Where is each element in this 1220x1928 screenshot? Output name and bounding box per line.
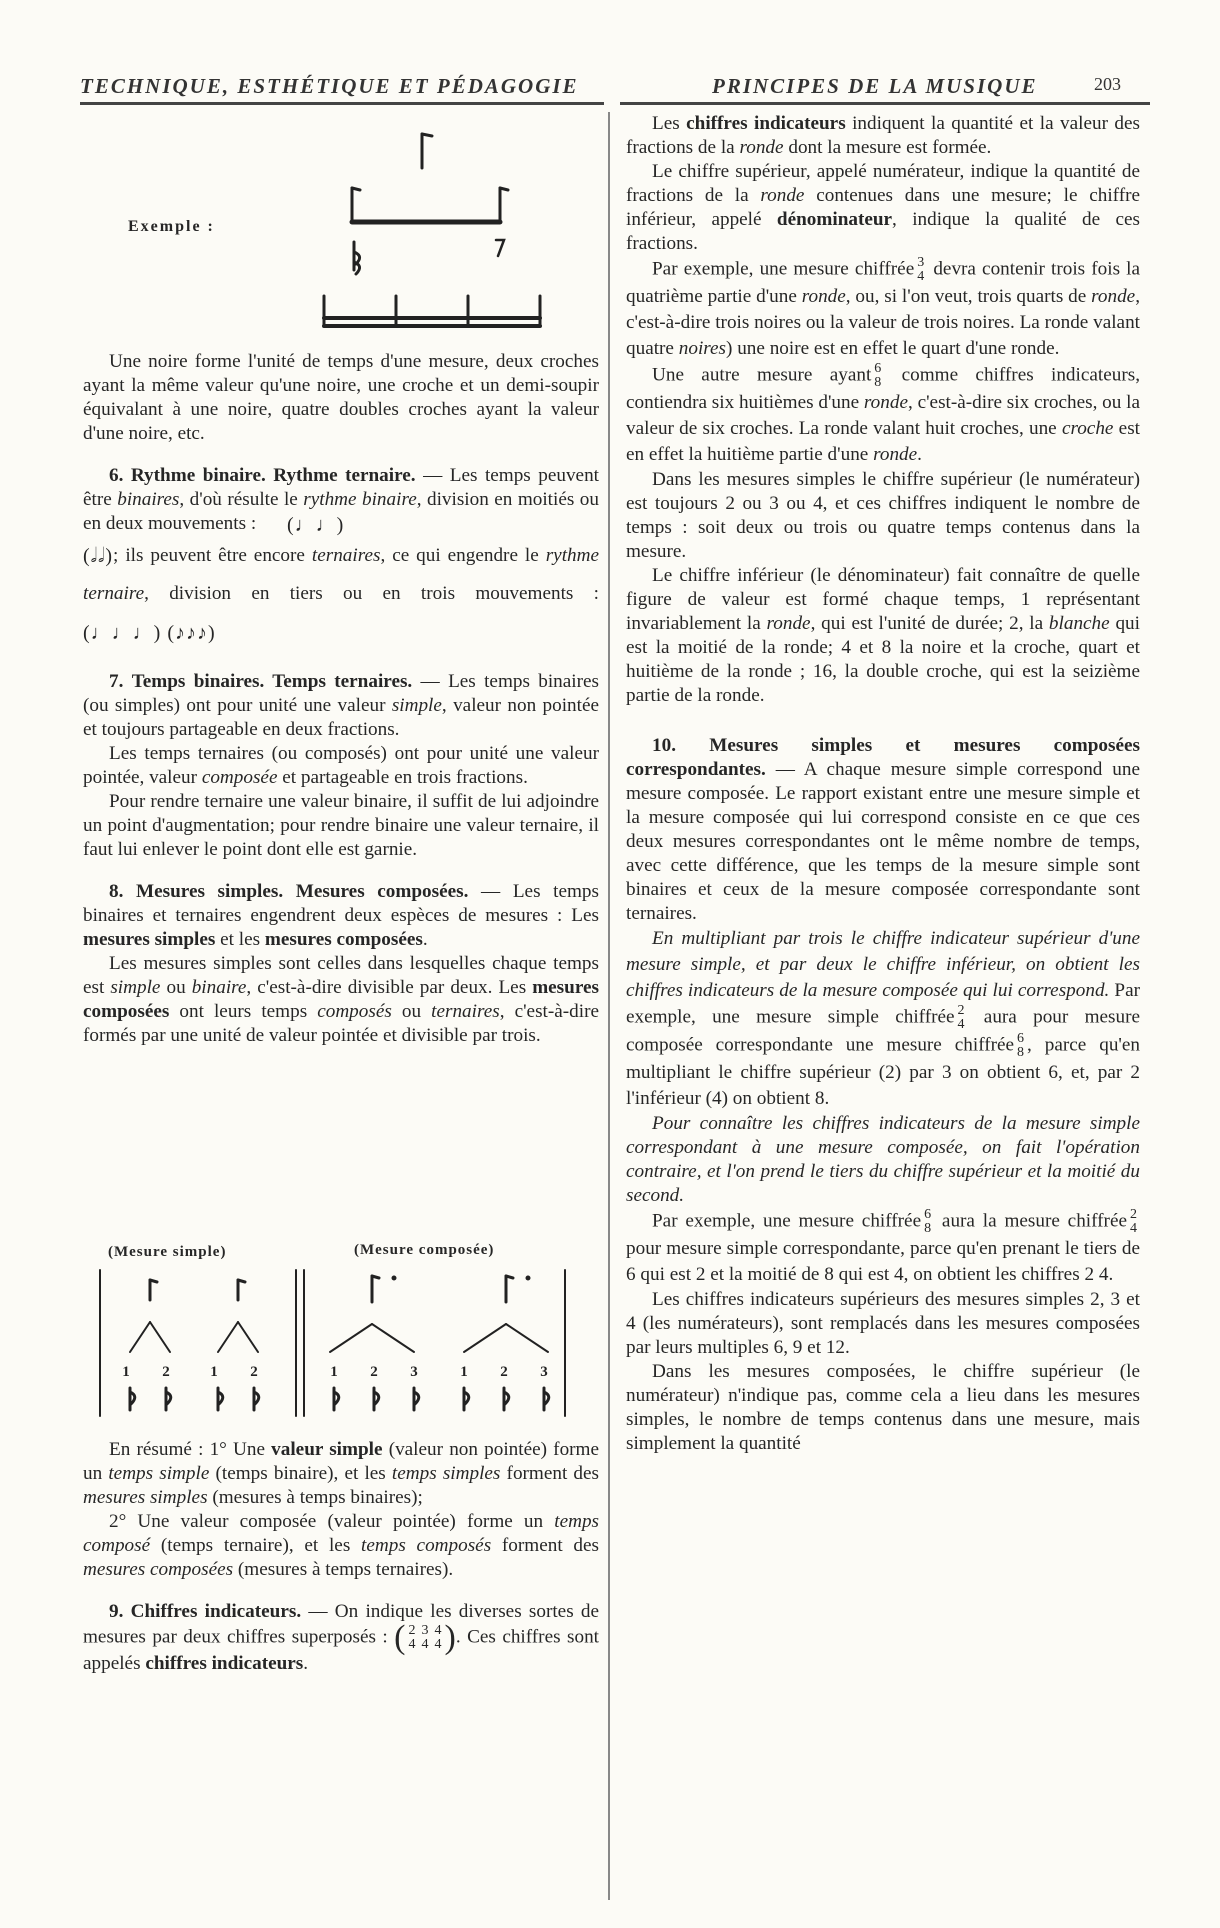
figure-label-compose: (Mesure composée) <box>354 1242 495 1258</box>
fraction: 2 4 <box>408 1623 416 1652</box>
meter-comparison-figure <box>100 1270 565 1416</box>
paragraph: Les temps ternaires (ou composés) ont pour unité une valeur pointée, valeur composée et partageable en trois fractions. <box>83 742 599 788</box>
fraction: 6 8 <box>924 1207 932 1236</box>
beat-number: 3 <box>540 1364 548 1380</box>
section-title: Chiffres indicateurs. <box>130 1601 302 1622</box>
paragraph: Une autre mesure ayant 6 8 comme chiffres indicateurs, contiendra six huitièmes d'une ronde, c'est-à-dire six croches, ou la valeur de six croches. La ronde valant huit croches, une croche est en effet la huitième partie d'une ronde. <box>626 361 1140 465</box>
beat-number: 3 <box>410 1364 418 1380</box>
fraction: 6 8 <box>874 361 882 390</box>
beat-numbers <box>122 1364 548 1380</box>
figure-label-simple: (Mesure simple) <box>108 1244 227 1260</box>
two-eighth-notes-symbol <box>352 188 508 222</box>
summary-2: 2° Une valeur composée (valeur pointée) forme un temps composé (temps ternaire), et les temps composés forment des mesures composées (mesures à temps ternaires). <box>83 1511 599 1580</box>
paragraph: Une noire forme l'unité de temps d'une mesure, deux croches ayant la même valeur qu'une noire, une croche et un demi-soupir équivalant à une noire, quatre doubles croches ayant la valeur d'une noire, etc. <box>83 351 599 444</box>
section-title: Rythme binaire. Rythme ternaire. <box>130 465 416 486</box>
running-header-right: PRINCIPES DE LA MUSIQUE <box>712 74 1038 98</box>
paragraph: Le chiffre inférieur (le dénominateur) fait connaître de quelle figure de valeur est formé chaque temps, 1 représentant invariablement la ronde, qui est l'unité de durée; 2, la blanche qui est la moitié de la ronde; 4 et 8 la noire et la croche, quart et huitième de la ronde ; 16, la double croche, qui est la seizième partie de la ronde. <box>626 565 1140 706</box>
ternary-rhythm-notes-icon: (♩♩♩) (♪♪♪) <box>83 621 216 644</box>
half-notes-icon: (𝅗𝅥𝅗𝅥) <box>83 545 114 568</box>
paragraph: Par exemple, une mesure chiffrée 3 4 devra contenir trois fois la quatrième partie d'une ronde, ou, si l'on veut, trois quarts de ronde, c'est-à-dire trois noires ou la valeur de trois noires. La ronde valant quatre noires) une noire est en effet le quart d'une ronde. <box>626 255 1140 359</box>
running-header-left: TECHNIQUE, ESTHÉTIQUE ET PÉDAGOGIE <box>80 74 579 98</box>
page-number: 203 <box>1094 74 1121 94</box>
quarter-note-symbol <box>422 134 432 168</box>
paragraph: En multipliant par trois le chiffre indicateur supérieur d'une mesure simple, et par deux le chiffre inférieur, on obtient les chiffres indicateurs de la mesure composée qui lui correspond. Par exemple, une mesure simple chiffrée 2 4 aura pour mesure composée correspondante une mesure chiffrée 6 8 , parce qu'en multipliant le chiffre supérieur (2) par 3 on obtient 6, et, par 2 l'inférieur (4) on obtient 8. <box>626 928 1140 1109</box>
right-column <box>626 112 1140 1456</box>
section-title: Mesures simples. Mesures composées. <box>136 880 469 902</box>
beat-number: 2 <box>250 1364 258 1380</box>
section-9: 9. Chiffres indicateurs. — On indique les diverses sortes de mesures par deux chiffres superposés : ( 2 4 3 4 4 4 ). Ces chiffres sont appelés chiffres indicateurs. <box>83 1601 599 1674</box>
beat-number: 1 <box>460 1364 468 1380</box>
paragraph: Les chiffres indicateurs supérieurs des mesures simples 2, 3 et 4 (les numérateurs), sont remplacés dans les mesures composées par leurs multiples 6, 9 et 12. <box>626 1289 1140 1358</box>
fraction: 3 4 <box>421 1623 429 1652</box>
paragraph: Dans les mesures composées, le chiffre supérieur (le numérateur) n'indique pas, comme cela a lieu dans les mesures simples, le nombre de temps contenus dans une mesure, mais simplement la quantité <box>626 1361 1140 1454</box>
paragraph: Par exemple, une mesure chiffrée 6 8 aura la mesure chiffrée 2 4 pour mesure simple correspondante, parce qu'en prenant le tiers de 6 qui est 2 et la moitié de 8 qui est 4, on obtient les chiffres 2 4. <box>626 1207 1140 1285</box>
beat-number: 1 <box>122 1364 130 1380</box>
left-column-lower <box>83 1438 599 1676</box>
beat-number: 2 <box>162 1364 170 1380</box>
paragraph: Pour connaître les chiffres indicateurs de la mesure simple correspondant à une mesure composée, on fait l'opération contraire, et l'on prend le tiers du chiffre supérieur et la moitié du second. <box>626 1113 1140 1206</box>
section-title: Mesures simples et mesures composées correspondantes. <box>626 735 1140 780</box>
beat-number: 2 <box>370 1364 378 1380</box>
beat-number: 1 <box>210 1364 218 1380</box>
section-7: 7. Temps binaires. Temps ternaires. — Les temps binaires (ou simples) ont pour unité une valeur simple, valeur non pointée et toujours partageable en deux fractions. <box>83 670 599 740</box>
paragraph: Les mesures simples sont celles dans lesquelles chaque temps est simple ou binaire, c'est-à-dire divisible par deux. Les mesures composées ont leurs temps composés ou ternaires, c'est-à-dire formés par une unité de valeur pointée et divisible par trois. <box>83 952 599 1046</box>
section-title: Temps binaires. Temps ternaires. <box>131 670 413 692</box>
paragraph: Pour rendre ternaire une valeur binaire, il suffit de lui adjoindre un point d'augmentation; pour rendre binaire une valeur ternaire, il faut lui enlever le point dont elle est garnie. <box>83 790 599 860</box>
example-label: Exemple : <box>128 218 215 235</box>
summary-1: En résumé : 1° Une valeur simple (valeur non pointée) forme un temps simple (temps binaire), et les temps simples forment des mesures simples (mesures à temps binaires); <box>83 1439 600 1508</box>
section-6-cont: (𝅗𝅥𝅗𝅥); ils peuvent être encore ternaires, ce qui engendre le rythme ternaire, division en tiers ou en trois mouvements : (♩♩♩) (♪♪♪) <box>83 537 599 652</box>
fraction: 2 4 <box>957 1003 965 1032</box>
paragraph: Les chiffres indicateurs indiquent la quantité et la valeur des fractions de la ronde dont la mesure est formée. <box>626 113 1140 158</box>
left-column-upper <box>83 350 599 1048</box>
fraction: 2 4 <box>1129 1207 1137 1236</box>
paragraph: Le chiffre supérieur, appelé numérateur, indique la quantité de fractions de la ronde contenues dans une mesure; le chiffre inférieur, appelé dénominateur, indique la qualité de ces fractions. <box>626 161 1140 254</box>
fraction: 3 4 <box>917 255 925 284</box>
four-sixteenth-notes-symbol <box>324 296 540 326</box>
beat-number: 1 <box>330 1364 338 1380</box>
fraction: 4 4 <box>434 1623 442 1652</box>
eighth-note-and-rest-symbol <box>354 240 504 274</box>
section-8: 8. Mesures simples. Mesures composées. — Les temps binaires et ternaires engendrent deux espèces de mesures : Les mesures simples et les mesures composées. <box>83 880 599 950</box>
beat-number: 2 <box>500 1364 508 1380</box>
binary-rhythm-notes-icon: (♩♩) <box>286 513 345 536</box>
paragraph: Dans les mesures simples le chiffre supérieur (le numérateur) est toujours 2 ou 3 ou 4, et ces chiffres indiquent le nombre de temps : soit deux ou trois ou quatre temps contenus dans la mesure. <box>626 469 1140 562</box>
section-6: 6. Rythme binaire. Rythme ternaire. — Les temps peuvent être binaires, d'où résulte le rythme binaire, division en moitiés ou en deux mouvements : (♩♩) <box>83 465 599 536</box>
fraction: 6 8 <box>1017 1031 1025 1060</box>
section-10: 10. Mesures simples et mesures composées correspondantes. — A chaque mesure simple correspond une mesure composée. Le rapport existant entre une mesure simple et la mesure composée qui lui correspond consiste en ce que ces deux mesures correspondantes ont le même nombre de temps, avec cette différence, que les temps de la mesure simple sont binaires et ceux de la mesure composée correspondante sont ternaires. <box>626 735 1140 924</box>
